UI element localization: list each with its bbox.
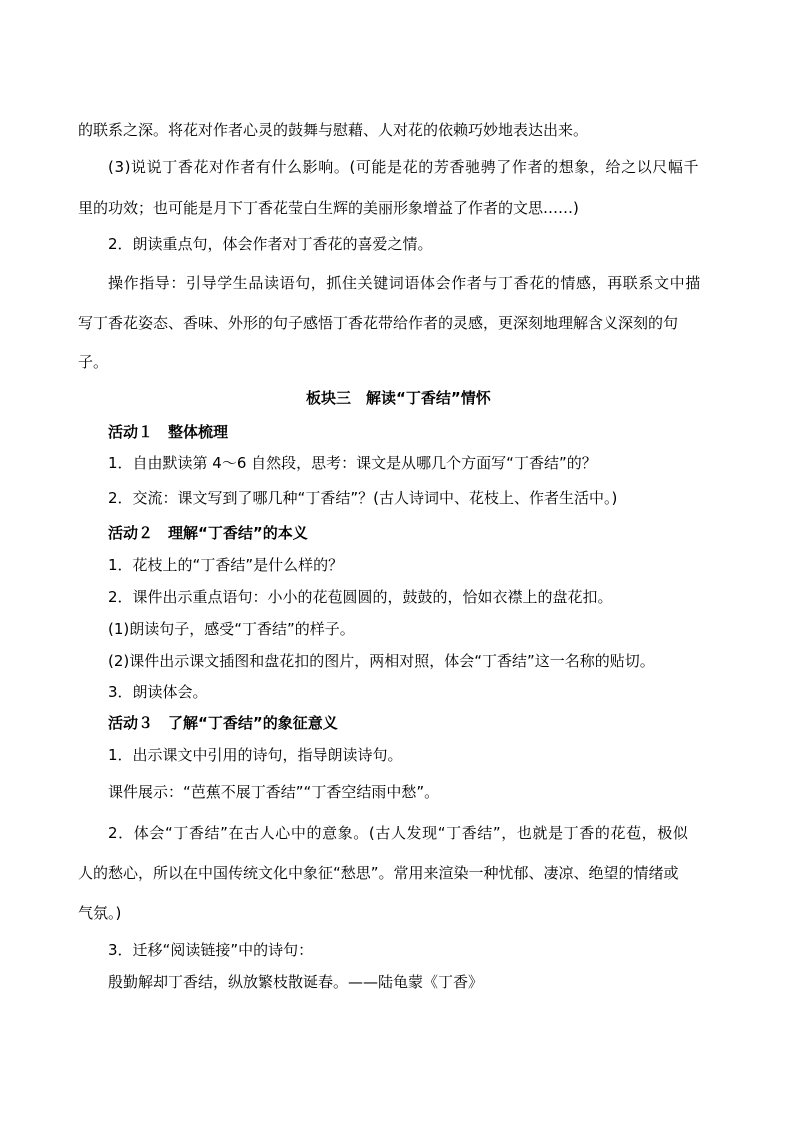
- paragraph-line: 子。: [78, 353, 109, 371]
- paragraph-line: (3)说说丁香花对作者有什么影响。(可能是花的芳香驰骋了作者的想象，给之以尺幅千: [108, 158, 700, 176]
- activity-heading: 活动１ 整体梳理: [108, 423, 229, 441]
- paragraph-line: 2．交流：课文写到了哪几种“丁香结”？(古人诗词中、花枝上、作者生活中。): [108, 489, 618, 507]
- paragraph-line: 写丁香花姿态、香味、外形的句子感悟丁香花带给作者的灵感，更深刻地理解含义深刻的句: [78, 314, 679, 332]
- paragraph-line: 2．体会“丁香结”在古人心中的意象。(古人发现“丁香结”，也就是丁香的花苞，极似: [108, 824, 689, 842]
- paragraph-line: 1．自由默读第 4～6 自然段，思考：课文是从哪几个方面写“丁香结”的？: [108, 454, 597, 472]
- paragraph-line: (1)朗读句子，感受“丁香结”的样子。: [108, 620, 355, 638]
- paragraph-line: 气氛。): [78, 904, 122, 922]
- paragraph-line: 2．课件出示重点语句：小小的花苞圆圆的，鼓鼓的，恰如衣襟上的盘花扣。: [108, 588, 613, 606]
- paragraph-line: 3．迁移“阅读链接”中的诗句：: [108, 941, 314, 959]
- paragraph-line: 里的功效；也可能是月下丁香花莹白生辉的美丽形象增益了作者的文思……): [78, 199, 579, 217]
- paragraph-line: 3．朗读体会。: [108, 683, 208, 701]
- paragraph-line: (2)课件出示课文插图和盘花扣的图片，两相对照，体会“丁香结”这一名称的贴切。: [108, 652, 655, 670]
- paragraph-line: 人的愁心，所以在中国传统文化中象征“愁思”。常用来渲染一种忧郁、凄凉、绝望的情绪或: [78, 864, 679, 882]
- paragraph-line: 1．出示课文中引用的诗句，指导朗读诗句。: [108, 746, 403, 764]
- paragraph-line: 2．朗读重点句，体会作者对丁香花的喜爱之情。: [108, 235, 433, 253]
- activity-heading: 活动２ 理解“丁香结”的本义: [108, 524, 308, 542]
- paragraph-line: 课件展示：“芭蕉不展丁香结”“丁香空结雨中愁”。: [108, 783, 440, 801]
- paragraph-line: 操作指导：引导学生品读语句，抓住关键词语体会作者与丁香花的情感，再联系文中描: [108, 274, 701, 292]
- activity-heading: 活动３ 了解“丁香结”的象征意义: [108, 714, 338, 732]
- paragraph-line: 的联系之深。将花对作者心灵的鼓舞与慰藉、人对花的依赖巧妙地表达出来。: [78, 121, 589, 139]
- section-heading: 板块三 解读“丁香结”情怀: [306, 389, 491, 407]
- paragraph-line: 殷勤解却丁香结，纵放繁枝散诞春。——陆龟蒙《丁香》: [108, 973, 484, 991]
- paragraph-line: 1．花枝上的“丁香结”是什么样的？: [108, 556, 344, 574]
